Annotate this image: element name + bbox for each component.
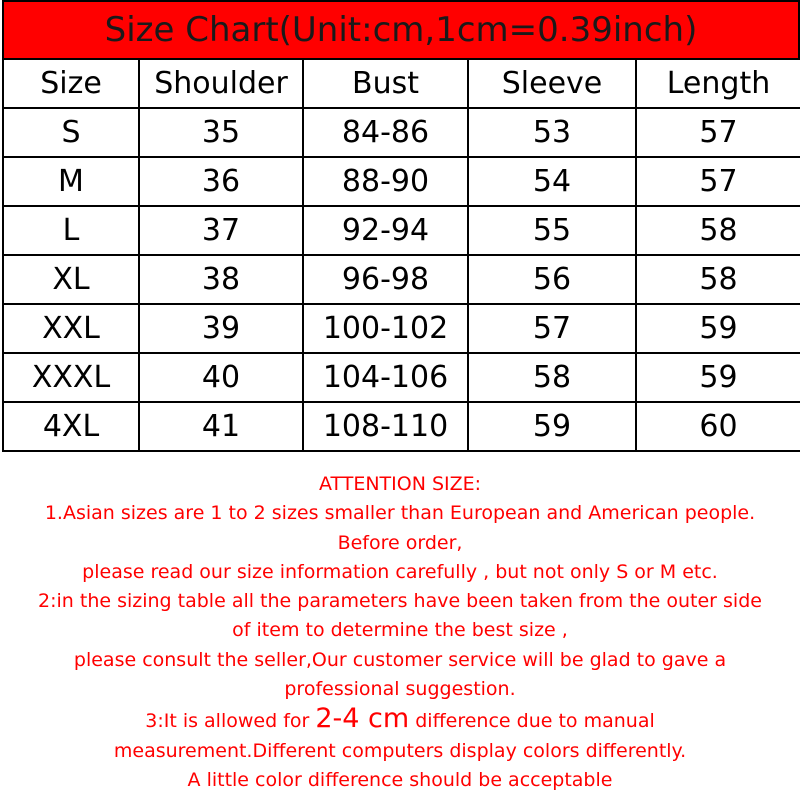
table-row xyxy=(3,353,800,402)
cell-sleeve: 57 xyxy=(468,304,636,353)
cell-length: 57 xyxy=(636,108,800,157)
column-header-size: Size xyxy=(3,59,139,108)
notes-line: please consult the seller,Our customer service will be glad to gave a xyxy=(73,648,727,671)
notes-line: 2:in the sizing table all the parameters have been taken from the outer side xyxy=(38,590,762,613)
notes-heading: ATTENTION SIZE: xyxy=(318,473,482,495)
tolerance-highlight: 2-4 cm xyxy=(315,703,410,735)
table-row xyxy=(3,157,800,206)
cell-sleeve: 58 xyxy=(468,353,636,402)
cell-size: XXL xyxy=(3,304,139,353)
cell-sleeve: 54 xyxy=(468,157,636,206)
cell-bust: 96-98 xyxy=(303,255,468,304)
tolerance-prefix: 3:It is allowed for xyxy=(145,710,316,733)
notes-line: please read our size information carefully , but not only S or M etc. xyxy=(82,560,718,583)
cell-shoulder: 36 xyxy=(139,157,303,206)
table-row xyxy=(3,255,800,304)
cell-shoulder: 38 xyxy=(139,255,303,304)
cell-length: 59 xyxy=(636,304,800,353)
cell-size: XXXL xyxy=(3,353,139,402)
cell-sleeve: 56 xyxy=(468,255,636,304)
cell-bust: 92-94 xyxy=(303,206,468,255)
cell-length: 57 xyxy=(636,157,800,206)
cell-size: M xyxy=(3,157,139,206)
cell-bust: 104-106 xyxy=(303,353,468,402)
notes-line: measurement.Different computers display colors differently. xyxy=(113,739,687,762)
cell-size: 4XL xyxy=(3,402,139,451)
notes-line: of item to determine the best size , xyxy=(232,619,568,642)
cell-bust: 100-102 xyxy=(303,304,468,353)
table-row xyxy=(3,108,800,157)
size-chart-title: Size Chart(Unit:cm,1cm=0.39inch) xyxy=(2,0,800,60)
notes-line-tolerance xyxy=(0,704,800,736)
cell-length: 60 xyxy=(636,402,800,451)
cell-shoulder: 40 xyxy=(139,353,303,402)
cell-sleeve: 53 xyxy=(468,108,636,157)
column-header-length: Length xyxy=(636,59,800,108)
cell-bust: 84-86 xyxy=(303,108,468,157)
cell-shoulder: 41 xyxy=(139,402,303,451)
notes-line: Before order, xyxy=(337,531,463,554)
cell-sleeve: 59 xyxy=(468,402,636,451)
cell-length: 58 xyxy=(636,255,800,304)
table-row xyxy=(3,304,800,353)
notes-line: 1.Asian sizes are 1 to 2 sizes smaller than European and American people. xyxy=(44,502,756,525)
column-header-bust: Bust xyxy=(303,59,468,108)
notes-line: A little color difference should be acceptable xyxy=(187,768,613,791)
notes-line: professional suggestion. xyxy=(284,678,516,701)
table-row xyxy=(3,402,800,451)
table-header-row xyxy=(3,59,800,108)
cell-bust: 88-90 xyxy=(303,157,468,206)
cell-sleeve: 55 xyxy=(468,206,636,255)
column-header-shoulder: Shoulder xyxy=(139,59,303,108)
cell-shoulder: 35 xyxy=(139,108,303,157)
cell-shoulder: 37 xyxy=(139,206,303,255)
cell-size: S xyxy=(3,108,139,157)
size-table xyxy=(2,58,800,452)
column-header-sleeve: Sleeve xyxy=(468,59,636,108)
cell-size: XL xyxy=(3,255,139,304)
cell-length: 58 xyxy=(636,206,800,255)
cell-size: L xyxy=(3,206,139,255)
tolerance-suffix: difference due to manual xyxy=(409,710,655,733)
table-row xyxy=(3,206,800,255)
attention-notes xyxy=(0,470,800,795)
cell-length: 59 xyxy=(636,353,800,402)
cell-bust: 108-110 xyxy=(303,402,468,451)
cell-shoulder: 39 xyxy=(139,304,303,353)
